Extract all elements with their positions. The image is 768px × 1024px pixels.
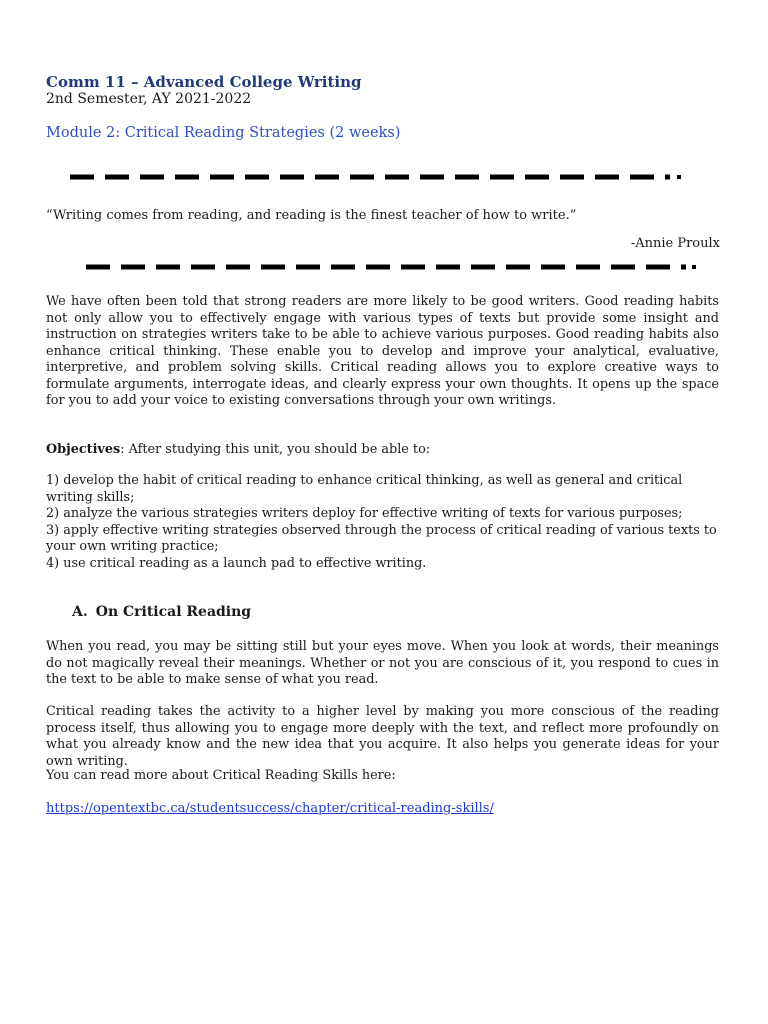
objective-item-1: 1) develop the habit of critical reading to enhance critical thinking, as well as general and critical writing skills; [46, 473, 683, 505]
section-a-number: A. [72, 604, 88, 620]
objective-item-3: 3) apply effective writing strategies observed through the process of critical reading of various texts to your own writing practice; [46, 522, 717, 554]
module-title: Module 2: Critical Reading Strategies (2 weeks) [46, 125, 401, 141]
objective-item-4: 4) use critical reading as a launch pad to effective writing. [46, 555, 427, 571]
semester-line: 2nd Semester, AY 2021-2022 [46, 91, 252, 107]
objectives-list [46, 473, 719, 572]
critical-reading-link[interactable]: https://opentextbc.ca/studentsuccess/chapter/critical-reading-skills/ [46, 801, 494, 816]
objectives-label: Objectives [46, 442, 121, 457]
section-a-heading [72, 604, 251, 620]
section-a-paragraph-2: Critical reading takes the activity to a higher level by making you more conscious of the reading process itself, thus allowing you to engage more deeply with the text, and reflect more profoundly on what you already know and the new idea that you acquire. It also helps you generate ideas for your own writing. [46, 704, 719, 769]
section-a-paragraph-3: You can read more about Critical Reading Skills here: [46, 768, 396, 783]
objectives-intro: : After studying this unit, you should be able to: [120, 442, 431, 457]
section-a-paragraph-1: When you read, you may be sitting still but your eyes move. When you look at words, their meanings do not magically reveal their meanings. Whether or not you are conscious of it, you respond to cues in the text to be able to make sense of what you read. [46, 639, 719, 687]
quote-text: “Writing comes from reading, and reading is the finest teacher of how to write.” [46, 208, 577, 223]
objective-item-2: 2) analyze the various strategies writers deploy for effective writing of texts for various purposes; [46, 506, 683, 521]
objectives-heading [46, 442, 719, 459]
section-a-title: On Critical Reading [95, 604, 252, 620]
dashed-divider-top [70, 174, 682, 180]
course-title: Comm 11 – Advanced College Writing [46, 73, 362, 91]
quote-author: -Annie Proulx [630, 236, 720, 251]
intro-paragraph: We have often been told that strong readers are more likely to be good writers. Good reading habits not only allow you to effectively engage with various types of texts but provide some insight and instruction on strategies writers take to be able to achieve various purposes. Good reading habits also enhance critical thinking. These enable you to develop and improve your analytical, evaluative, interpretive, and problem solving skills. Critical reading allows you to explore creative ways to formulate arguments, interrogate ideas, and clearly express your own thoughts. It opens up the space for you to add your voice to existing conversations through your own writings. [46, 294, 719, 408]
dashed-divider-bottom [86, 264, 698, 270]
